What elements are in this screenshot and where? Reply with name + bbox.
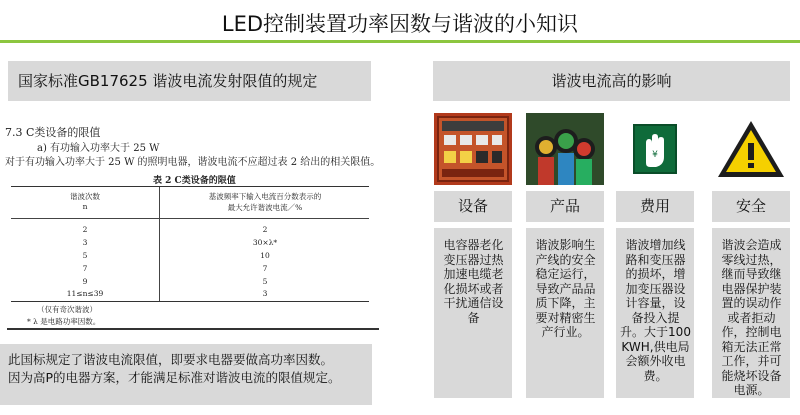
table-cell: 10 [260, 251, 270, 260]
table-footnote: * λ 是电路功率因数。 [27, 317, 101, 326]
table-divider [159, 187, 160, 301]
item-a-text: 对于有功输入功率大于 25 W 的照明电器，谐波电流不应超过表 2 给出的相关限值。 [5, 157, 381, 168]
standard-excerpt [5, 122, 385, 337]
impact-product [526, 113, 604, 398]
impact-description: 谐波会造成零线过热，继而导致继电器保护装置的误动作或者拒动作，控制电箱无法正常工作，并可能烧坏设备电源。 [712, 228, 790, 398]
impact-equipment [434, 113, 512, 398]
table-header-harmonic: 谐波次数 n [70, 192, 100, 211]
impact-label: 安全 [712, 191, 790, 222]
section-heading: 7.3 C类设备的限值 [5, 126, 101, 139]
table-cell: 2 [262, 225, 268, 234]
item-a: a) 有功输入功率大于 25 W [37, 143, 160, 154]
money-hand-sign-icon [616, 113, 694, 185]
page-title: LED控制装置功率因数与谐波的小知识 [221, 12, 579, 36]
standard-note: 此国标规定了谐波电流限值，即要求电器要做高功率因数。 因为高P的电器方案，才能满足标准对谐波电流的限值规定。 [0, 344, 372, 405]
impact-header: 谐波电流高的影响 [433, 61, 790, 101]
warning-sign-icon [712, 113, 790, 185]
svg-text:¥: ¥ [652, 150, 658, 160]
table-cell: 9 [82, 277, 88, 286]
table-bottom-rule [7, 328, 379, 330]
table-cell: 11≤n≤39 [66, 289, 104, 298]
table-cell: 3 [82, 238, 88, 247]
cables-photo [526, 113, 604, 185]
title-divider [0, 40, 800, 43]
impact-label: 产品 [526, 191, 604, 222]
impact-description: 电容器老化变压器过热加速电缆老化损坏或者干扰通信设备 [434, 228, 512, 398]
electrical-cabinet-photo [434, 113, 512, 185]
impact-label: 费用 [616, 191, 694, 222]
impact-cost [616, 113, 694, 398]
table-cell: 7 [82, 264, 88, 273]
table-cell: 7 [262, 264, 268, 273]
impact-description: 谐波影响生产线的安全稳定运行，导致产品品质下降，主要对精密生产行业。 [526, 228, 604, 398]
impact-label: 设备 [434, 191, 512, 222]
table-header-limit: 基波频率下输入电流百分数表示的 最大允许谐波电流／% [208, 192, 322, 212]
table-cell: 30×λ* [252, 238, 278, 247]
impact-description: 谐波增加线路和变压器的损坏，增加变压器设计容量，设备投入提升。大于100KWH,供电局会额外收电费。 [616, 228, 694, 398]
standard-header: 国家标准GB17625 谐波电流发射限值的规定 [8, 61, 371, 101]
impact-safety [712, 113, 790, 398]
table-cell-note: （仅有奇次谐波） [37, 305, 97, 314]
table-caption: 表 2 C类设备的限值 [153, 176, 236, 186]
limits-table [11, 186, 369, 302]
table-cell: 3 [262, 289, 268, 298]
table-cell: 5 [82, 251, 88, 260]
table-divider [11, 218, 369, 219]
table-cell: 2 [82, 225, 88, 234]
table-cell: 5 [262, 277, 268, 286]
